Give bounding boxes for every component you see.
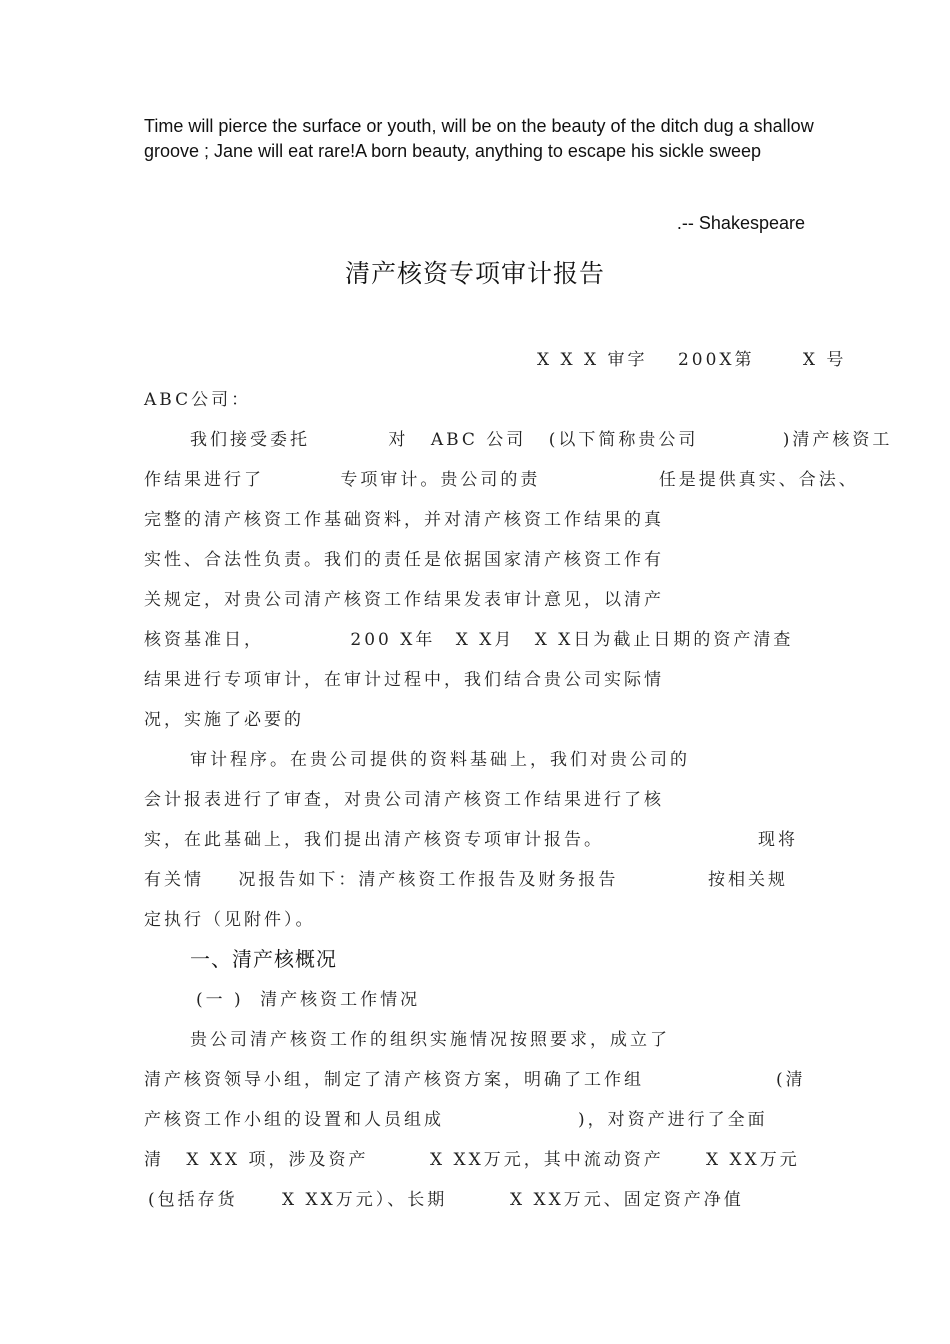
text-segment: ABC公司： (144, 390, 252, 410)
text-segment: 清产核资领导小组，制定了清产核资方案，明确了工作组 (144, 1070, 644, 1090)
text-segment: 现将 (758, 830, 798, 850)
report-title: 清产核资专项审计报告 (344, 259, 605, 288)
body-line (758, 828, 798, 852)
text-segment: X XX万元）、长期 (282, 1190, 448, 1210)
body-line (144, 708, 304, 732)
text-segment: X X月 (455, 630, 515, 650)
text-segment: 关规定，对贵公司清产核资工作结果发表审计意见，以清产 (144, 590, 664, 610)
text-segment: 审计程序。在贵公司提供的资料基础上，我们对贵公司的 (190, 750, 690, 770)
body-line (144, 1068, 644, 1092)
text-segment: X X X 审字 (537, 350, 648, 370)
text-segment: 有关情 (144, 870, 204, 890)
text-segment: X XX万元、固定资产净值 (510, 1190, 744, 1210)
text-segment: 任是提供真实、合法、 (658, 470, 859, 490)
body-line (148, 1188, 238, 1212)
body-line (190, 1028, 670, 1052)
body-line (144, 1148, 369, 1172)
body-line (578, 1108, 768, 1132)
body-line (776, 1068, 806, 1092)
body-line (510, 1188, 744, 1212)
text-segment: X XX万元 (706, 1150, 800, 1170)
text-segment: 我们接受委托 (190, 430, 310, 450)
text-segment: 完整的清产核资工作基础资料，并对清产核资工作结果的真 (144, 510, 664, 530)
text-segment: 况，实施了必要的 (144, 710, 304, 730)
body-line (144, 1108, 444, 1132)
text-segment: (清 (776, 1070, 806, 1090)
text-segment: 专项审计。贵公司的责 (340, 470, 541, 490)
body-line (708, 868, 788, 892)
text-segment: 对 (388, 430, 409, 450)
text-segment: 实性、合法性负责。我们的责任是依据国家清产核资工作有 (144, 550, 664, 570)
epigraph-quote: Time will pierce the surface or youth, will be on the beauty of the ditch dug a shallow groove ; Jane will eat rare!A born beauty, anything to escape his sickle sweep (144, 116, 814, 161)
body-line (144, 788, 664, 812)
body-line (144, 628, 793, 652)
text-segment: 贵公司清产核资工作的组织实施情况按照要求，成立了 (190, 1030, 670, 1050)
body-line (144, 468, 859, 492)
body-line (144, 588, 664, 612)
body-line (706, 1148, 800, 1172)
text-segment: 定执行（见附件）。 (144, 910, 316, 930)
text-segment: 200X (677, 350, 735, 370)
text-segment: X X日为截止日期的资产清查 (534, 630, 794, 650)
body-line (430, 1148, 664, 1172)
report-addressee (144, 388, 251, 412)
text-segment: 作结果进行了 (144, 470, 264, 490)
text-segment: 况报告如下：清产核资工作报告及财务报告 (238, 870, 619, 890)
subsection-heading (196, 988, 420, 1012)
body-line (144, 548, 664, 572)
body-line (144, 868, 618, 892)
text-segment: (以下简称贵公司 (548, 430, 699, 450)
text-segment: X 号 (802, 350, 847, 370)
text-segment: 核资基准日， (144, 630, 264, 650)
section-heading: 一、清产核概况 (190, 947, 337, 971)
body-line (144, 908, 316, 932)
text-segment: ABC 公司 (430, 430, 527, 450)
epigraph-attribution: .-- Shakespeare (676, 213, 805, 233)
text-segment: X XX 项，涉及资产 (186, 1150, 369, 1170)
report-reference-number (537, 348, 846, 372)
body-line (144, 668, 664, 692)
text-segment: 按相关规 (708, 870, 788, 890)
body-line (190, 748, 690, 772)
text-segment: (一 ) (196, 990, 244, 1010)
text-segment: 结果进行专项审计，在审计过程中，我们结合贵公司实际情 (144, 670, 664, 690)
text-segment: 产核资工作小组的设置和人员组成 (144, 1110, 444, 1130)
text-segment: 200 X年 (350, 630, 436, 650)
body-line (144, 508, 664, 532)
text-segment: )，对资产进行了全面 (578, 1110, 768, 1130)
text-segment: (包括存货 (148, 1190, 238, 1210)
text-segment: 清 (144, 1150, 164, 1170)
text-segment: X XX万元，其中流动资产 (430, 1150, 664, 1170)
body-line (190, 428, 892, 452)
text-segment: )清产核资工 (782, 430, 893, 450)
text-segment: 会计报表进行了审查，对贵公司清产核资工作结果进行了核 (144, 790, 664, 810)
text-segment: 实，在此基础上，我们提出清产核资专项审计报告。 (144, 830, 604, 850)
text-segment: 第 (734, 350, 755, 370)
text-segment: 清产核资工作情况 (260, 990, 421, 1010)
body-line (144, 828, 604, 852)
body-line (282, 1188, 447, 1212)
